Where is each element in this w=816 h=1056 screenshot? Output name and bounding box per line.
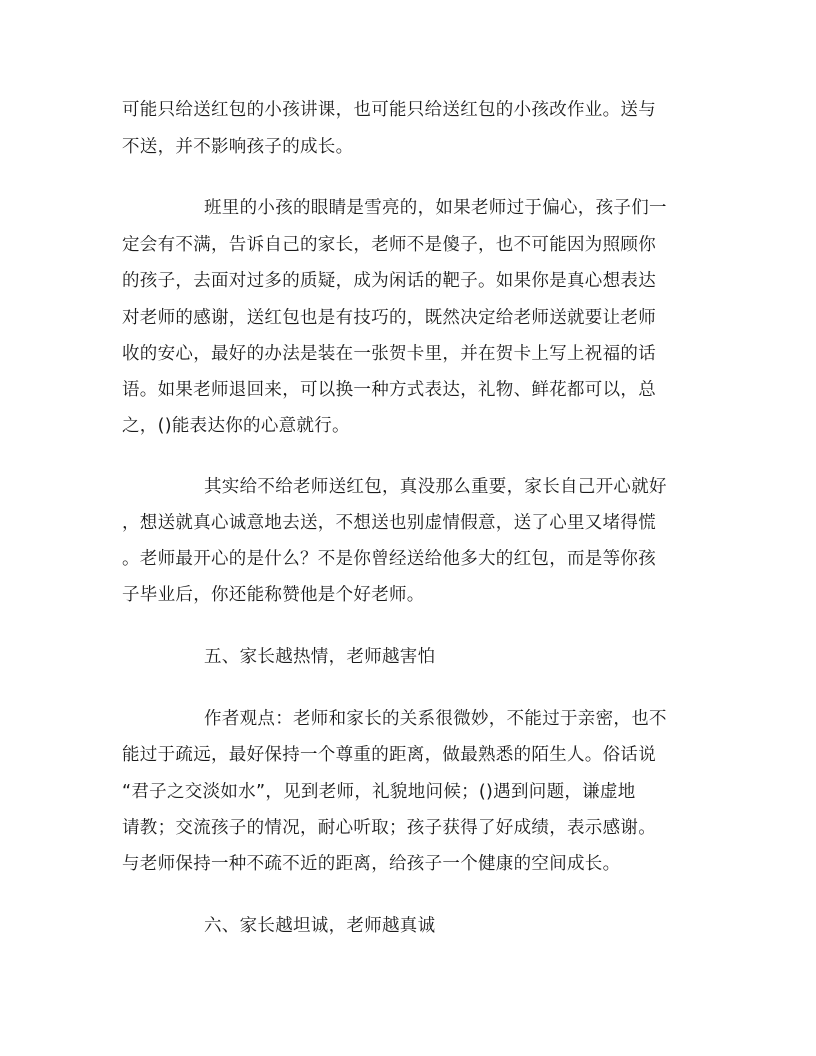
text-line: 定会有不满，告诉自己的家长，老师不是傻子，也不可能因为照顾你 bbox=[122, 235, 656, 255]
text-line: 收的安心，最好的办法是装在一张贺卡里，并在贺卡上写上祝福的话 bbox=[122, 344, 656, 364]
text-line: 请教；交流孩子的情况，耐心听取；孩子获得了好成绩，表示感谢。 bbox=[122, 818, 656, 838]
text-line: 的孩子，去面对过多的质疑，成为闲话的靶子。如果你是真心想表达 bbox=[122, 271, 656, 291]
text-line: 可能只给送红包的小孩讲课，也可能只给送红包的小孩改作业。送与 bbox=[122, 100, 656, 120]
text-line: 其实给不给老师送红包，真没那么重要，家长自己开心就好 bbox=[204, 477, 667, 497]
text-line: 不送，并不影响孩子的成长。 bbox=[122, 137, 354, 157]
text-line: 能过于疏远，最好保持一个尊重的距离，做最熟悉的陌生人。俗话说 bbox=[122, 745, 656, 765]
text-line: 与老师保持一种不疏不近的距离，给孩子一个健康的空间成长。 bbox=[122, 854, 621, 874]
section-heading: 五、家长越热情，老师越害怕 bbox=[204, 647, 436, 667]
text-line: 。老师最开心的是什么？不是你曾经送给他多大的红包，而是等你孩 bbox=[122, 549, 656, 569]
text-line: 作者观点：老师和家长的关系很微妙，不能过于亲密，也不 bbox=[204, 709, 667, 729]
text-line: 对老师的感谢，送红包也是有技巧的，既然决定给老师送就要让老师 bbox=[122, 308, 656, 328]
text-line: 班里的小孩的眼睛是雪亮的，如果老师过于偏心，孩子们一 bbox=[204, 198, 667, 218]
section-heading: 六、家长越坦诚，老师越真诚 bbox=[204, 916, 436, 936]
text-line: 语。如果老师退回来，可以换一种方式表达，礼物、鲜花都可以，总 bbox=[122, 380, 656, 400]
text-line: “君子之交淡如水”，见到老师，礼貌地问候；()遇到问题，谦虚地 bbox=[122, 782, 636, 802]
text-line: ，想送就真心诚意地去送，不想送也别虚情假意，送了心里又堵得慌 bbox=[122, 513, 656, 533]
text-line: 之，()能表达你的心意就行。 bbox=[122, 416, 350, 436]
text-line: 子毕业后，你还能称赞他是个好老师。 bbox=[122, 585, 425, 605]
